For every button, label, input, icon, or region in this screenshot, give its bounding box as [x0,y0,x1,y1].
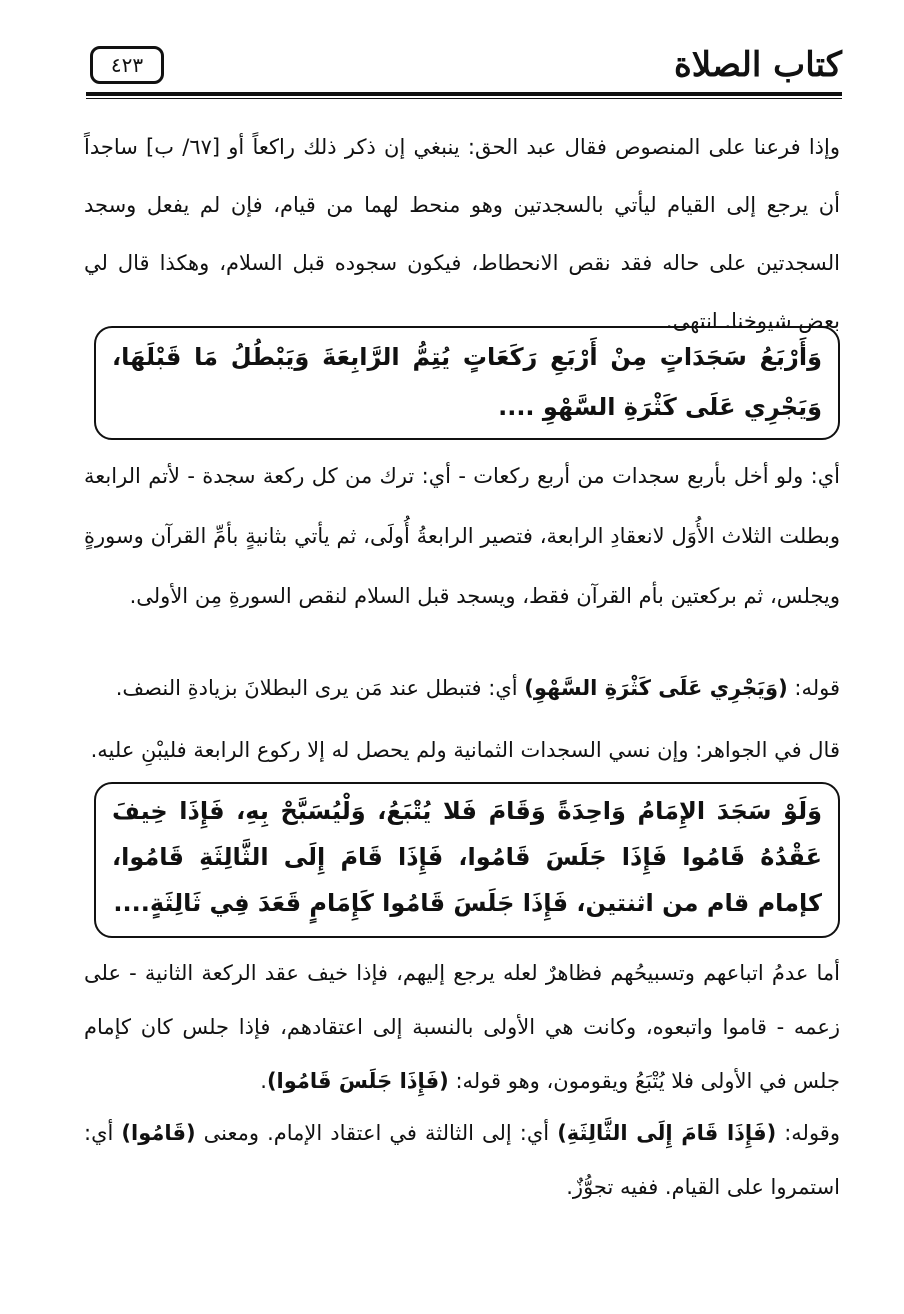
paragraph-6-prefix: وقوله: [776,1121,840,1145]
paragraph-6-quote-2: (قَامُوا) [121,1121,196,1145]
page-header [86,40,842,98]
paragraph-5-quote: (فَإِذَا جَلَسَ قَامُوا) [266,1069,449,1093]
paragraph-1: وإذا فرعنا على المنصوص فقال عبد الحق: ينبغي إن ذكر ذلك راكعاً أو [٦٧/ ب] ساجداً أن يرجع إلى القيام ليأتي بالسجدتين وهو منحط لهما من قيام، فإن لم يفعل وسجد السجدتين على حاله فقد نقص الانحطاط، فيكون سجوده قبل السلام، وهكذا قال لي بعض شيوخنا. انتهى. [84,135,840,333]
book-title: كتاب الصلاة [673,45,842,85]
paragraph-3 [84,662,840,714]
paragraph-3-suffix: أي: فتبطل عند مَن يرى البطلانَ بزيادةِ النصف. [115,676,525,700]
matn-box-1 [94,326,840,440]
paragraph-6-quote-1: (فَإِذَا قَامَ إِلَى الثَّالِثَةِ) [557,1121,777,1145]
paragraph-5-text: أما عدمُ اتباعهم وتسبيحُهم فظاهرٌ لعله يرجع إليهم، فإذا خيف عقد الركعة الثانية - على زعمه - قاموا واتبعوه، وكانت هي الأولى بالنسبة إلى اعتقادهم، فإذا جلس كان كإمام جلس في الأولى فلا يُتْبَعُ ويقومون، وهو قوله: [84,961,840,1093]
matn-box-2 [94,782,840,938]
page-number-text: ٤٢٣ [110,53,144,77]
paragraph-5 [84,946,840,1108]
paragraph-6-suffix: أي: استمروا على القيام. ففيه تجوُّزٌ. [84,1121,840,1199]
paragraph-2: أي: ولو أخل بأربع سجدات من أربع ركعات - أي: ترك من كل ركعة سجدة - لأتم الرابعة وبطلت الثلاث الأُوَل لانعقادِ الرابعة، فتصير الرابعةُ أُولَى، ثم يأتي بثانيةٍ بأمِّ القرآن وسورةٍ ويجلس، ثم بركعتين بأم القرآن فقط، ويسجد قبل السلام لنقص السورةِ مِن الأولى. [84,464,840,608]
matn-text-2: وَلَوْ سَجَدَ الإِمَامُ وَاحِدَةً وَقَامَ فَلا يُتْبَعُ، وَلْيُسَبَّحْ بِهِ، فَإِذَا خِيفَ عَقْدُهُ قَامُوا فَإِذَا جَلَسَ قَامُوا، فَإِذَا قَامَ إِلَى الثَّالِثَةِ قَامُوا، كإمام قام من اثنتين، فَإِذَا جَلَسَ قَامُوا كَإِمَامٍ قَعَدَ فِي ثَالِثَةٍ.... [112,797,822,917]
header-divider-thick [86,92,842,96]
paragraph-3-quote: (وَيَجْرِي عَلَى كَثْرَةِ السَّهْوِ) [524,676,788,700]
paragraph-3-prefix: قوله: [787,676,840,700]
paragraph-6-middle: أي: إلى الثالثة في اعتقاد الإمام. ومعنى [195,1121,558,1145]
paragraph-4: قال في الجواهر: وإن نسي السجدات الثمانية ولم يحصل له إلا ركوع الرابعة فليبْنِ عليه. [90,738,840,762]
matn-text-1: وَأَرْبَعُ سَجَدَاتٍ مِنْ أَرْبَعِ رَكَعَاتٍ يُتِمُّ الرَّابِعَةَ وَيَبْطُلُ مَا قَبْلَهَا، وَيَجْرِي عَلَى كَثْرَةِ السَّهْوِ .... [112,343,822,421]
paragraph-6 [84,1106,840,1214]
page-number [90,46,164,84]
header-divider-thin [86,98,842,99]
paragraph-5-suffix: . [260,1069,267,1093]
